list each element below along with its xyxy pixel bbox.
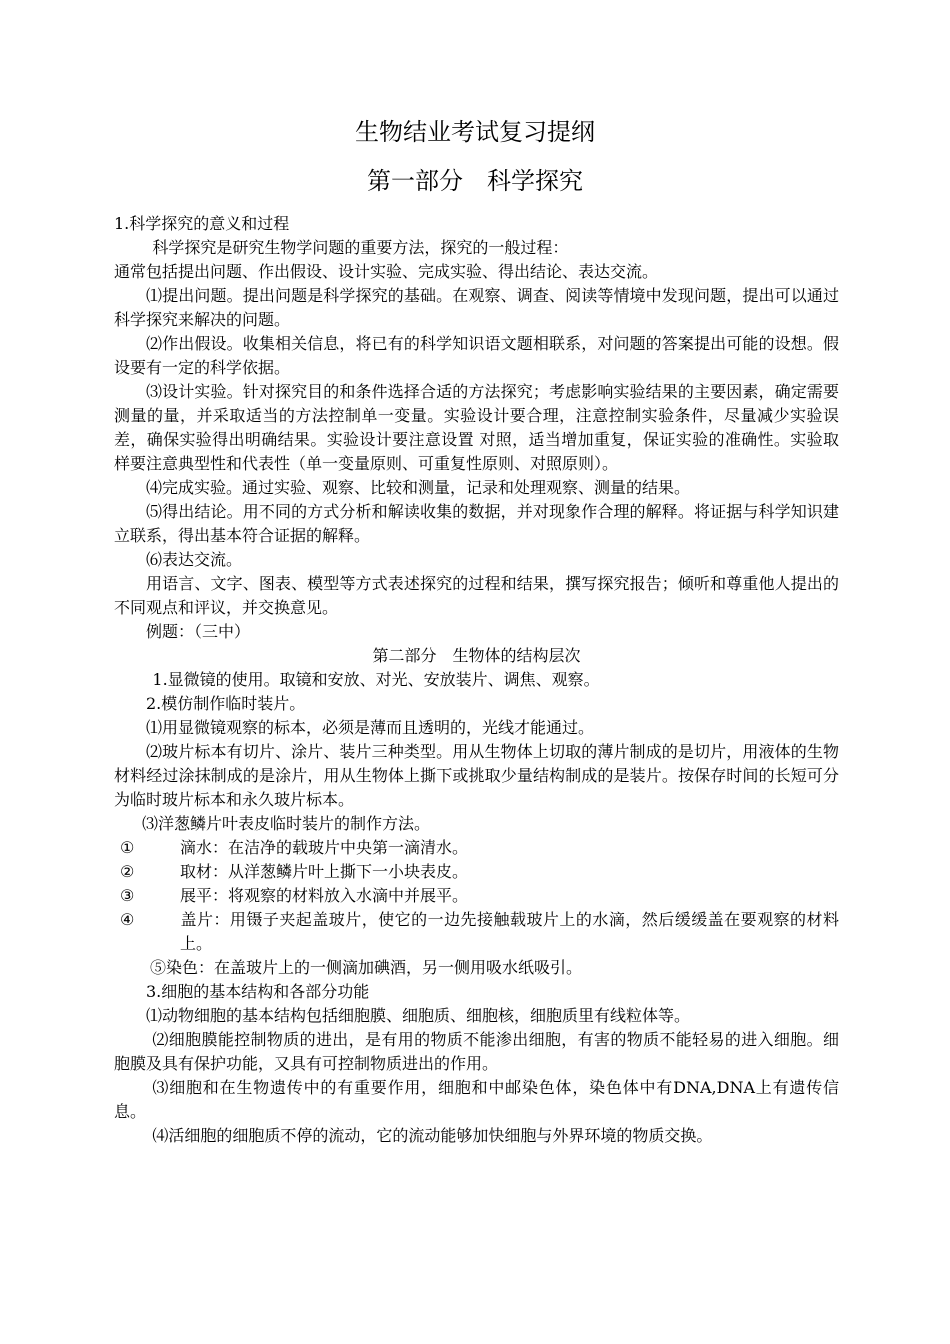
cell-point: ⑴动物细胞的基本结构包括细胞膜、细胞质、细胞核，细胞质里有线粒体等。 bbox=[146, 1006, 691, 1025]
step-paragraph: ⑷完成实验。通过实验、观察、比较和测量，记录和处理观察、测量的结果。 bbox=[146, 478, 691, 497]
procedure-step-text: 盖片：用镊子夹起盖玻片，使它的一边先接触载玻片上的水滴，然后缓缓盖在要观察的材料上。 bbox=[180, 910, 839, 953]
part2-item-3: 3.细胞的基本结构和各部分功能 bbox=[146, 982, 370, 1001]
cell-point: ⑶细胞和在生物遗传中的有重要作用，细胞和中邮染色体，染色体中有DNA,DNA上有遗传信息。 bbox=[114, 1078, 839, 1121]
cell-point: ⑷活细胞的细胞质不停的流动，它的流动能够加快细胞与外界环境的物质交换。 bbox=[152, 1126, 713, 1145]
procedure-step-number: ④ bbox=[120, 910, 135, 929]
cell-point: ⑵细胞膜能控制物质的进出，是有用的物质不能渗出细胞，有害的物质不能轻易的进入细胞。细胞膜及具有保护功能，又具有可控制物质进出的作用。 bbox=[114, 1030, 839, 1073]
procedure-step-number: ① bbox=[120, 838, 135, 857]
procedure-step bbox=[114, 860, 839, 884]
stain-step: ⑤染色：在盖玻片上的一侧滴加碘酒，另一侧用吸水纸吸引。 bbox=[150, 958, 583, 977]
part2-heading: 第二部分 生物体的结构层次 bbox=[372, 646, 581, 665]
document-title: 生物结业考试复习提纲 bbox=[355, 118, 595, 146]
procedure-step-text: 展平：将观察的材料放入水滴中并展平。 bbox=[180, 886, 469, 905]
procedure-step bbox=[114, 884, 839, 908]
part2-item-2: 2.模仿制作临时装片。 bbox=[146, 694, 306, 713]
section1-title: 1.科学探究的意义和过程 bbox=[114, 214, 290, 233]
step6-detail: 用语言、文字、图表、模型等方式表述探究的过程和结果，撰写探究报告；倾听和尊重他人提出的不同观点和评议，并交换意见。 bbox=[114, 574, 839, 617]
step-paragraph: ⑵作出假设。收集相关信息，将已有的科学知识语文题相联系，对问题的答案提出可能的设想。假设要有一定的科学依据。 bbox=[114, 334, 839, 377]
procedure-step-number: ③ bbox=[120, 886, 135, 905]
part2-item-2c: ⑶洋葱鳞片叶表皮临时装片的制作方法。 bbox=[142, 814, 431, 833]
procedure-step-text: 取材：从洋葱鳞片叶上撕下一小块表皮。 bbox=[180, 862, 469, 881]
procedure-step-number: ② bbox=[120, 862, 135, 881]
step-paragraph: ⑶设计实验。针对探究目的和条件选择合适的方法探究；考虑影响实验结果的主要因素，确定需要测量的量，并采取适当的方法控制单一变量。实验设计要合理，注意控制实验条件，尽量减少实验误差，确保实验得出明确结果。实验设计要注意设置 对照，适当增加重复，保证实验的准确性。实验取样要注意典型性和代表性（单一变量原则、可重复性原则、对照原则）。 bbox=[114, 382, 839, 473]
step-paragraph: ⑴提出问题。提出问题是科学探究的基础。在观察、调查、阅读等情境中发现问题，提出可以通过科学探究来解决的问题。 bbox=[114, 286, 839, 329]
part2-item-2b: ⑵玻片标本有切片、涂片、装片三种类型。用从生物体上切取的薄片制成的是切片，用液体的生物材料经过涂抹制成的是涂片，用从生物体上撕下或挑取少量结构制成的是装片。按保存时间的长短可分为临时玻片标本和永久玻片标本。 bbox=[114, 742, 839, 809]
intro-paragraph: 科学探究是研究生物学问题的重要方法，探究的一般过程： bbox=[152, 238, 569, 257]
procedure-step-text: 滴水：在洁净的载玻片中央第一滴清水。 bbox=[180, 838, 469, 857]
part2-item-2a: ⑴用显微镜观察的标本，必须是薄而且透明的，光线才能通过。 bbox=[146, 718, 595, 737]
part2-item-1: 1.显微镜的使用。取镜和安放、对光、安放装片、调焦、观察。 bbox=[152, 670, 600, 689]
document-body bbox=[114, 212, 839, 1148]
step-paragraph: ⑹表达交流。 bbox=[146, 550, 243, 569]
step-paragraph: ⑸得出结论。用不同的方式分析和解读收集的数据，并对现象作合理的解释。将证据与科学知识建立联系，得出基本符合证据的解释。 bbox=[114, 502, 839, 545]
example-line: 例题：（三中） bbox=[146, 622, 251, 641]
procedure-step bbox=[114, 908, 839, 956]
intro-paragraph-2: 通常包括提出问题、作出假设、设计实验、完成实验、得出结论、表达交流。 bbox=[114, 262, 659, 281]
procedure-step bbox=[114, 836, 839, 860]
part1-heading: 第一部分 科学探究 bbox=[367, 167, 583, 195]
